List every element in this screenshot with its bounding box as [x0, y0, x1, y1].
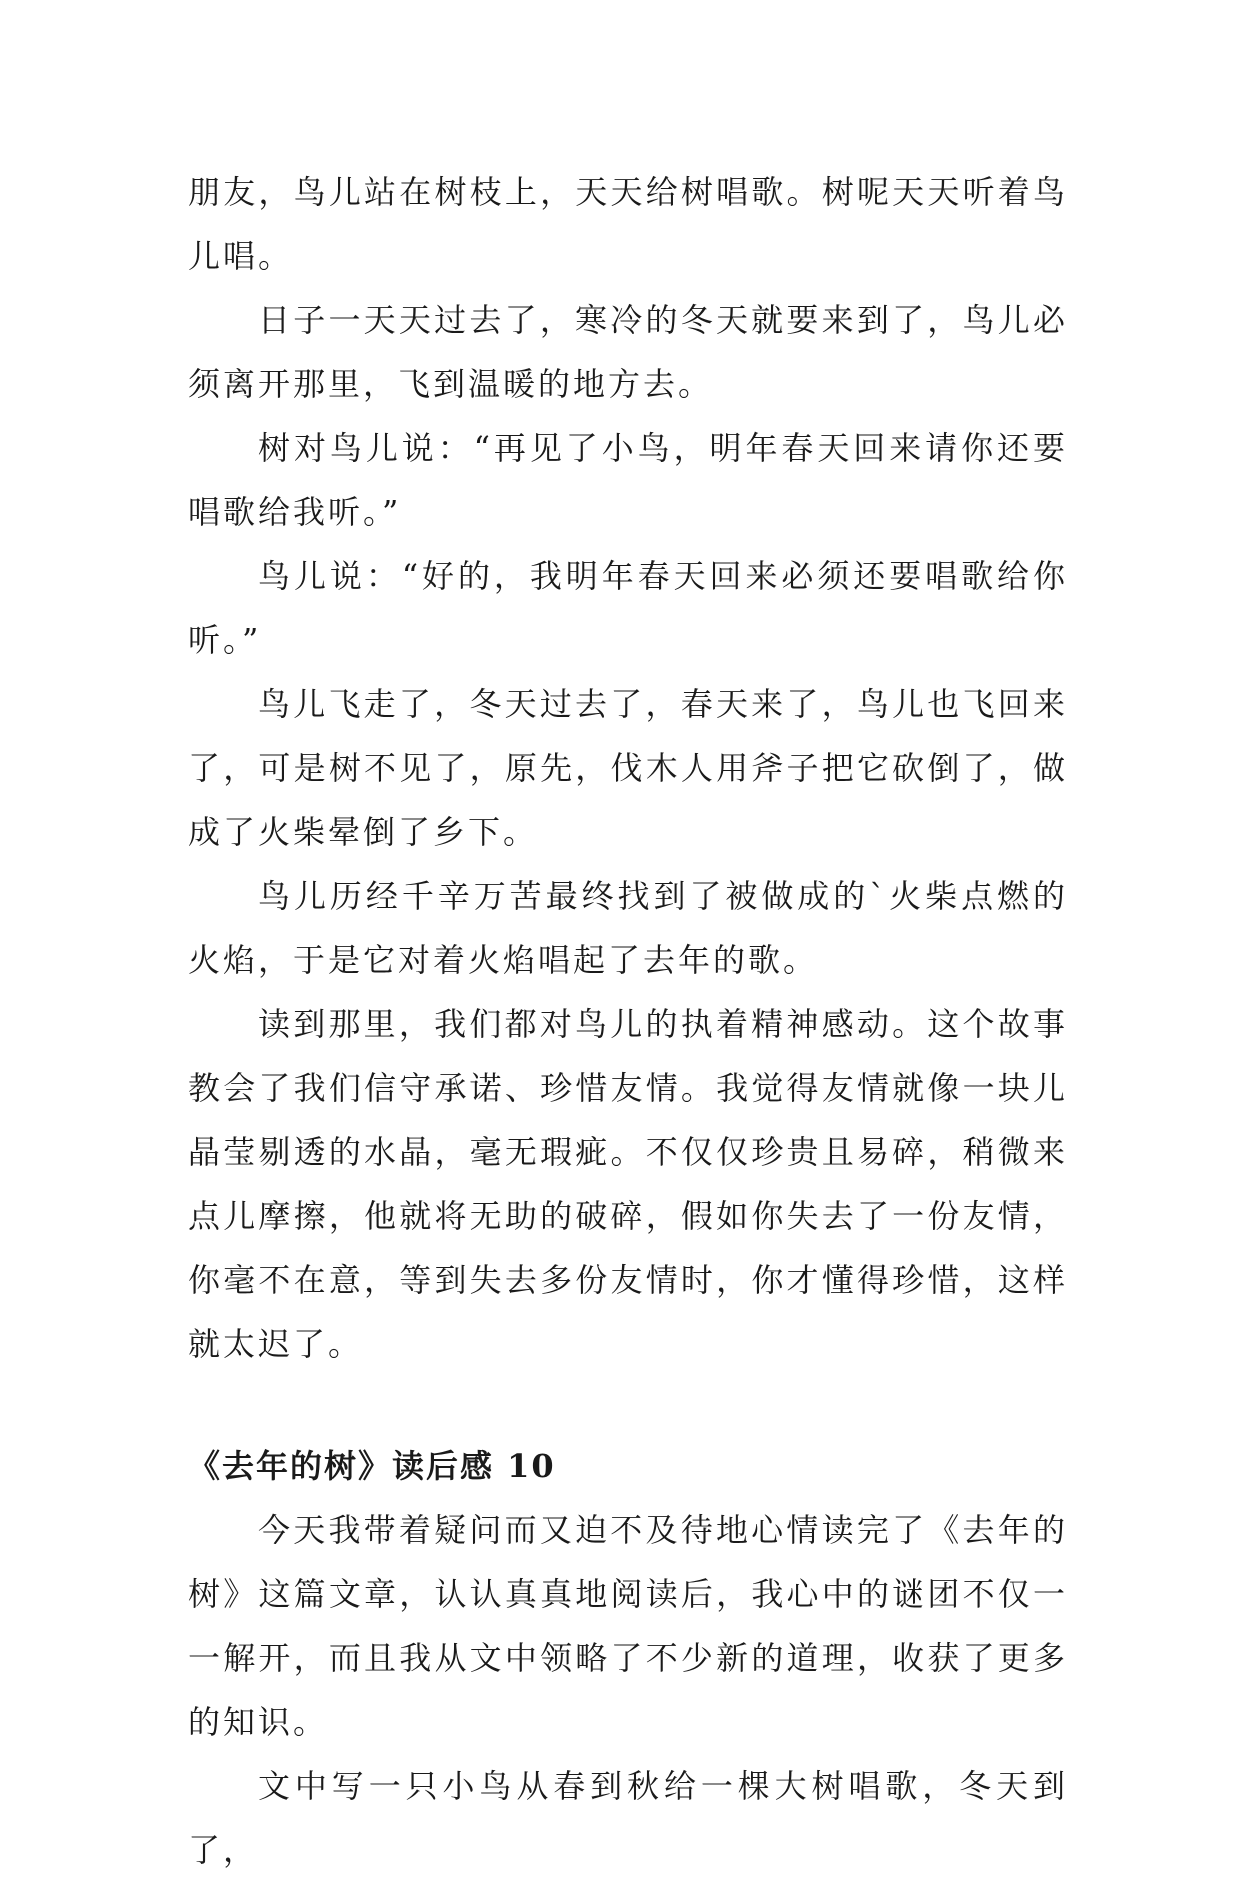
paragraph: 鸟儿说：“好的，我明年春天回来必须还要唱歌给你听。” [188, 557, 1068, 659]
paragraph: 今天我带着疑问而又迫不及待地心情读完了《去年的树》这篇文章，认认真真地阅读后，我心中的谜团不仅一一解开，而且我从文中领略了不少新的道理，收获了更多的知识。 [188, 1511, 1068, 1741]
paragraph: 树对鸟儿说：“再见了小鸟，明年春天回来请你还要唱歌给我听。” [188, 429, 1068, 531]
paragraph: 鸟儿历经千辛万苦最终找到了被做成的`火柴点燃的火焰，于是它对着火焰唱起了去年的歌。 [188, 877, 1068, 979]
paragraph: 日子一天天过去了，寒冷的冬天就要来到了，鸟儿必须离开那里，飞到温暖的地方去。 [188, 301, 1068, 403]
paragraph: 读到那里，我们都对鸟儿的执着精神感动。这个故事教会了我们信守承诺、珍惜友情。我觉得友情就像一块儿晶莹剔透的水晶，毫无瑕疵。不仅仅珍贵且易碎，稍微来点儿摩擦，他就将无助的破碎，假如你失去了一份友情，你毫不在意，等到失去多份友情时，你才懂得珍惜，这样就太迟了。 [188, 1005, 1068, 1363]
paragraph: 鸟儿飞走了，冬天过去了，春天来了，鸟儿也飞回来了，可是树不见了，原先，伐木人用斧子把它砍倒了，做成了火柴晕倒了乡下。 [188, 685, 1068, 851]
document-body [188, 160, 1068, 1882]
section-heading: 《去年的树》读后感 10 [188, 1447, 556, 1485]
paragraph: 朋友，鸟儿站在树枝上，天天给树唱歌。树呢天天听着鸟儿唱。 [188, 173, 1068, 275]
paragraph: 文中写一只小鸟从春到秋给一棵大树唱歌，冬天到了， [188, 1767, 1068, 1869]
